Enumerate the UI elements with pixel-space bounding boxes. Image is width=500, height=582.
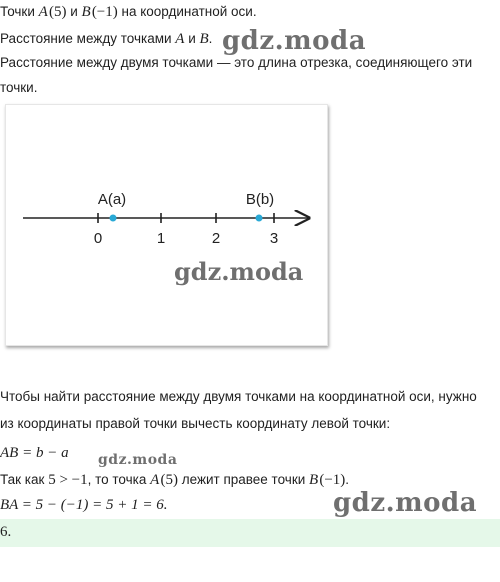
math-var: A bbox=[38, 4, 48, 20]
answer-value: 6. bbox=[0, 524, 12, 540]
tick-label-0: 0 bbox=[93, 230, 103, 247]
problem-statement bbox=[0, 4, 257, 21]
explanation-line-1: Чтобы найти расстояние между двумя точками на координатной оси, нужно bbox=[0, 389, 477, 404]
math-arg: (5) bbox=[160, 472, 178, 488]
tick-label-3: 3 bbox=[269, 230, 279, 247]
definition-line-1: Расстояние между двумя точками — это длина отрезка, соединяющего эти bbox=[0, 55, 473, 70]
answer-block bbox=[0, 519, 500, 547]
tick-label-2: 2 bbox=[211, 230, 221, 247]
point-b-label: B(b) bbox=[245, 191, 275, 208]
text: на координатной оси. bbox=[117, 4, 257, 19]
math-var: B bbox=[309, 472, 319, 488]
point-b bbox=[256, 215, 263, 222]
watermark: gdz.moda bbox=[333, 488, 478, 518]
text: Расстояние между точками bbox=[0, 31, 176, 46]
watermark: gdz.moda bbox=[98, 452, 178, 468]
point-a bbox=[110, 215, 117, 222]
text: Точки bbox=[0, 4, 39, 19]
text: . bbox=[345, 472, 350, 487]
comparison-line bbox=[0, 472, 349, 489]
tick-label-1: 1 bbox=[156, 230, 166, 247]
text: , то точка bbox=[87, 472, 151, 487]
watermark: gdz.moda bbox=[174, 257, 304, 286]
math-arg: (−1) bbox=[91, 4, 118, 20]
math-var: B bbox=[81, 4, 91, 20]
math-var: B bbox=[199, 31, 209, 47]
point-a-label: A(a) bbox=[97, 191, 127, 208]
watermark: gdz.moda bbox=[222, 26, 367, 56]
definition-line-2: точки. bbox=[0, 80, 38, 95]
math-arg: (5) bbox=[48, 4, 67, 20]
math-var: A bbox=[150, 472, 160, 488]
calculation: BA = 5 − (−1) = 5 + 1 = 6. bbox=[0, 497, 168, 513]
text: лежит правее точки bbox=[177, 472, 310, 487]
text: и bbox=[66, 4, 82, 19]
number-line-figure bbox=[5, 104, 328, 346]
text: Так как bbox=[0, 472, 49, 487]
math-inequality: 5 > −1 bbox=[48, 472, 88, 488]
explanation-line-2: из координаты правой точки вычесть координату левой точки: bbox=[0, 416, 391, 431]
text: и bbox=[184, 31, 200, 46]
math-var: A bbox=[175, 31, 185, 47]
text: . bbox=[208, 31, 213, 46]
question-line bbox=[0, 31, 212, 48]
number-line-svg bbox=[6, 105, 327, 345]
math-arg: (−1) bbox=[319, 472, 346, 488]
distance-formula: AB = b − a bbox=[0, 445, 69, 461]
